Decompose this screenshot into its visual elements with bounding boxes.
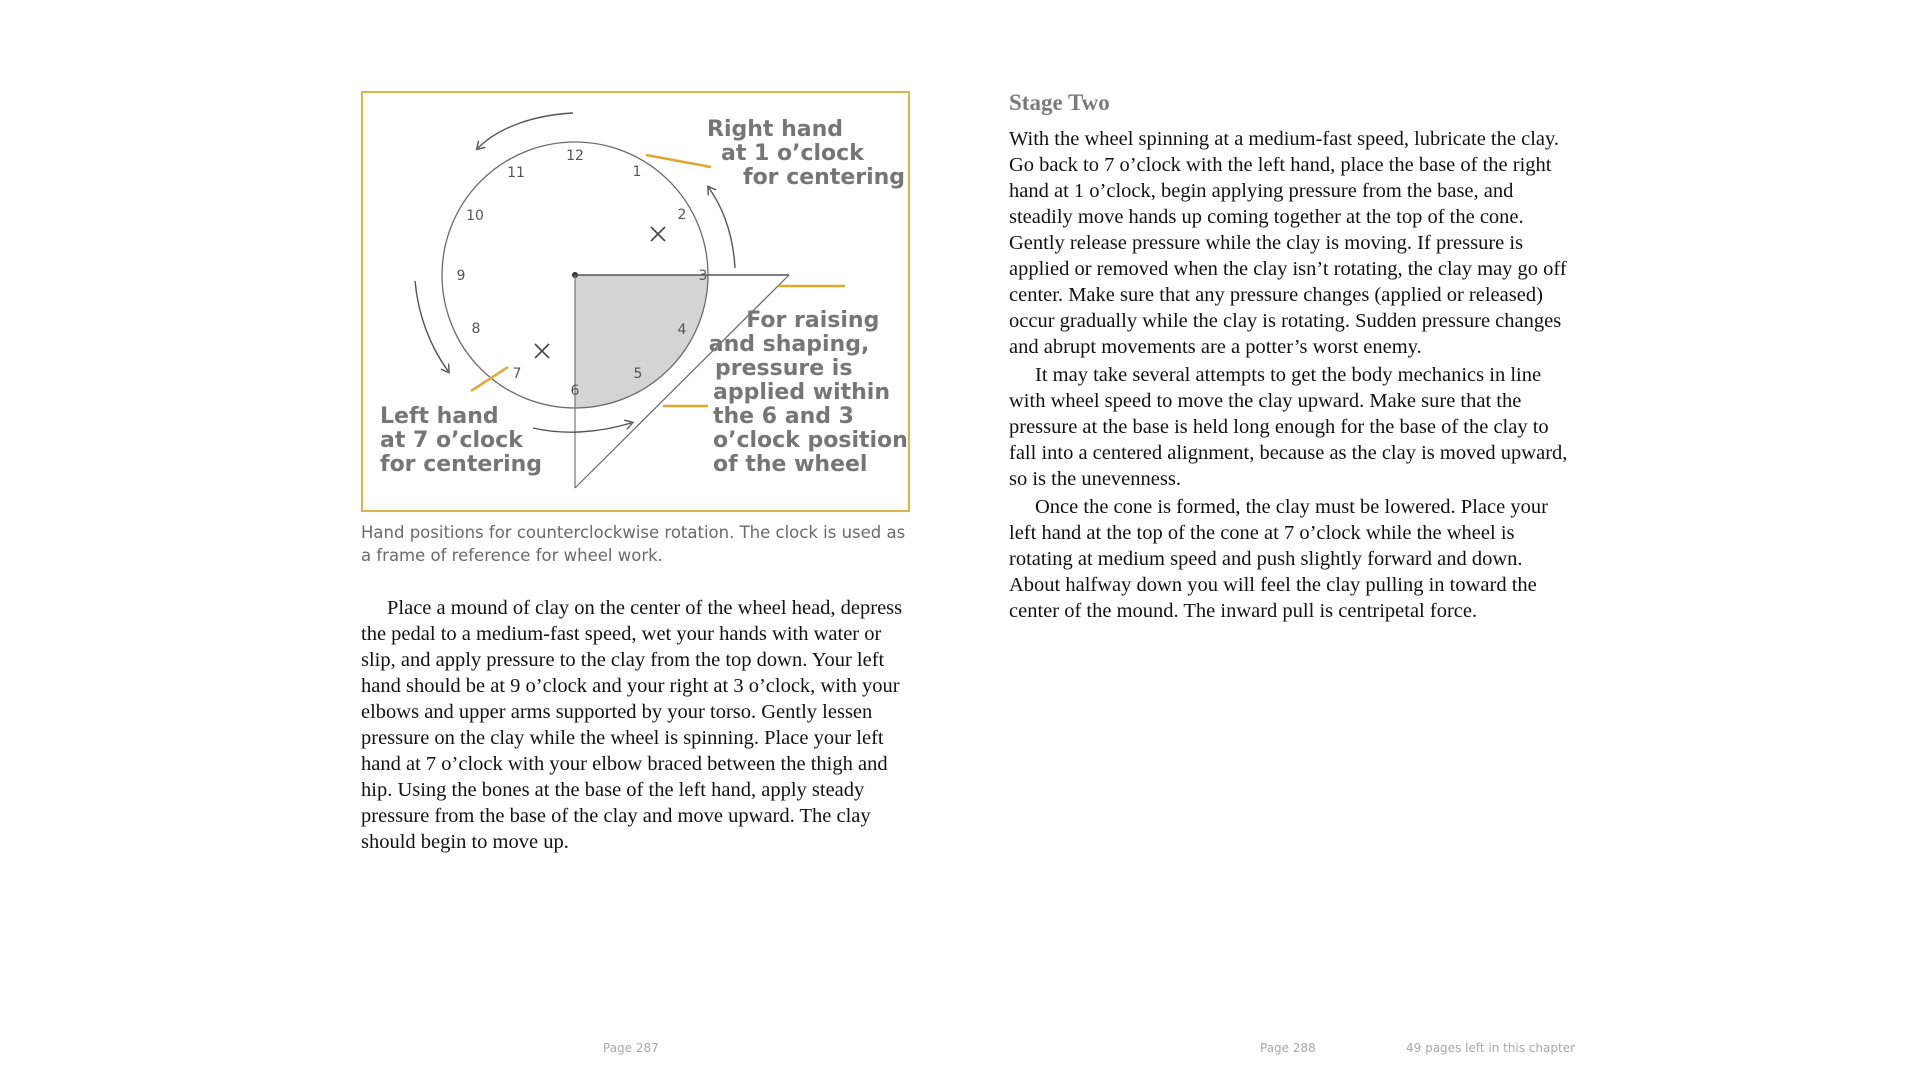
hand-position-x-mark	[535, 344, 549, 358]
label-right-hand: Right hand at 1 o’clock for centering	[707, 117, 906, 190]
clock-number: 10	[466, 208, 484, 224]
leader-line-right-hand	[646, 155, 711, 167]
clock-number: 5	[633, 366, 643, 382]
clock-number: 3	[698, 268, 708, 284]
clock-number: 7	[512, 366, 522, 382]
pressure-quadrant-shade	[575, 275, 708, 408]
clock-diagram	[363, 93, 908, 510]
clock-number: 1	[632, 164, 642, 180]
page-number-left: Page 287	[603, 1041, 659, 1055]
label-left-hand: Left hand at 7 o’clock for centering	[380, 404, 543, 477]
label-raising-shaping: For raising and shaping, pressure is applied within the 6 and 3 o’clock position of the wheel	[708, 308, 908, 477]
clock-number: 6	[570, 383, 580, 399]
clock-number: 12	[566, 148, 584, 164]
pages-left-indicator: 49 pages left in this chapter	[1406, 1041, 1576, 1055]
page-number-right: Page 288	[1260, 1041, 1316, 1055]
rotation-arrow-right	[709, 188, 735, 268]
leader-line-left-hand	[471, 367, 508, 391]
figure-caption: Hand positions for counterclockwise rotation. The clock is used as a frame of reference for wheel work.	[361, 523, 906, 565]
hand-position-x-mark	[651, 227, 665, 241]
body-paragraph: Place a mound of clay on the center of the wheel head, depress the pedal to a medium-fast speed, wet your hands with water or slip, and apply pressure to the clay from the top down. Your left hand should be at 9 o’clock and your right at 3 o’clock, with your elbows and upper arms supported by your torso. Gently lessen pressure on the clay while the wheel is spinning. Place your left hand at 7 o’clock with your elbow braced between the thigh and hip. Using the bones at the base of the left hand, apply steady pressure from the base of the clay and move upward. The clay should begin to move up.	[361, 597, 903, 853]
clock-number: 2	[677, 207, 687, 223]
section-heading: Stage Two	[1009, 90, 1110, 115]
clock-number: 11	[507, 165, 525, 181]
body-paragraph: Once the cone is formed, the clay must be lowered. Place your left hand at the top of the cone at 7 o’clock while the wheel is rotating at medium speed and push slightly forward and down. About halfway down you will feel the clay pulling in toward the center of the mound. The inward pull is centripetal force.	[1009, 496, 1548, 622]
rotation-arrow-bottom	[533, 423, 631, 432]
clock-number: 4	[677, 322, 687, 338]
clock-number: 9	[456, 268, 466, 284]
clock-number: 8	[471, 321, 481, 337]
body-paragraph: With the wheel spinning at a medium-fast speed, lubricate the clay. Go back to 7 o’clock with the left hand, place the base of the right hand at 1 o’clock, begin applying pressure from the base, and steadily move hands up coming together at the top of the cone. Gently release pressure while the clay is moving. If pressure is applied or removed when the clay isn’t rotating, the clay may go off center. Make sure that any pressure changes (applied or released) occur gradually while the clay is rotating. Sudden pressure changes and abrupt movements are a potter’s worst enemy.	[1009, 128, 1567, 358]
right-body-text	[1009, 126, 1569, 626]
body-paragraph: It may take several attempts to get the body mechanics in line with wheel speed to move the clay upward. Make sure that the pressure at the base is held long enough for the base of the clay to fall into a centered alignment, because as the clay is moved upward, so is the unevenness.	[1009, 364, 1568, 490]
clock-diagram-figure	[361, 91, 910, 512]
